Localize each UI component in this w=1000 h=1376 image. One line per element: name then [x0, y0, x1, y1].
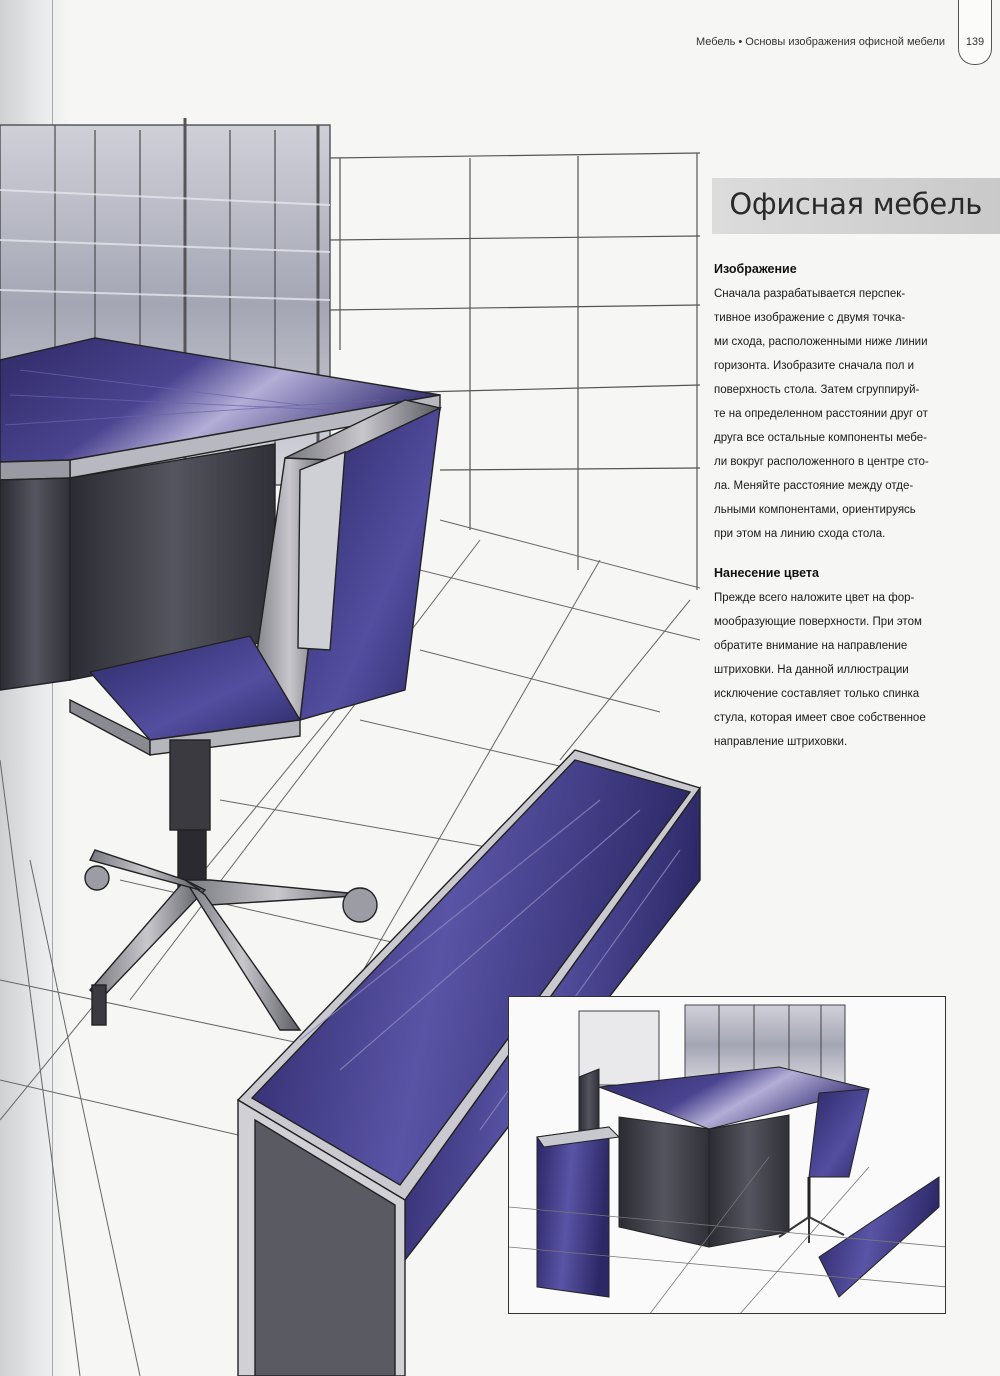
running-head: Мебель • Основы изображения офисной мебели: [695, 36, 945, 48]
page-title: Офисная мебель: [729, 187, 982, 221]
text-line: исключение составляет только спинка: [714, 688, 920, 700]
inset-illustration: [508, 996, 946, 1314]
text-line: льными компонентами, ориентируясь: [714, 504, 916, 516]
text-line: друга все остальные компоненты мебе-: [714, 432, 927, 444]
page-number: 139: [965, 36, 985, 48]
text-line: штриховки. На данной иллюстрации: [714, 664, 909, 676]
text-line: направление штриховки.: [714, 736, 848, 748]
text-line: те на определенном расстоянии друг от: [714, 408, 928, 420]
text-line: ла. Меняйте расстояние между отде-: [714, 480, 914, 492]
section-body: [714, 586, 954, 754]
text-line: Прежде всего наложите цвет на фор-: [714, 592, 915, 604]
section-coloring: [714, 566, 954, 754]
section-body: [714, 282, 954, 546]
text-line: поверхность стола. Затем сгруппируй-: [714, 384, 920, 396]
text-line: ли вокруг расположенного в центре сто-: [714, 456, 929, 468]
page-number-tab: [958, 0, 992, 65]
section-heading: Изображение: [714, 262, 797, 276]
title-bar: [712, 178, 1000, 234]
text-line: тивное изображение с двумя точка-: [714, 312, 906, 324]
section-drawing: [714, 262, 954, 546]
section-heading: Нанесение цвета: [714, 566, 819, 580]
text-line: горизонта. Изобразите сначала пол и: [714, 360, 915, 372]
text-line: мообразующие поверхности. При этом: [714, 616, 922, 628]
text-line: ми схода, расположенными ниже линии: [714, 336, 928, 348]
text-line: стула, которая имеет свое собственное: [714, 712, 926, 724]
inset-sketch: [509, 997, 946, 1314]
text-line: Сначала разрабатывается перспек-: [714, 288, 906, 300]
text-line: при этом на линию схода стола.: [714, 528, 886, 540]
text-line: обратите внимание на направление: [714, 640, 908, 652]
